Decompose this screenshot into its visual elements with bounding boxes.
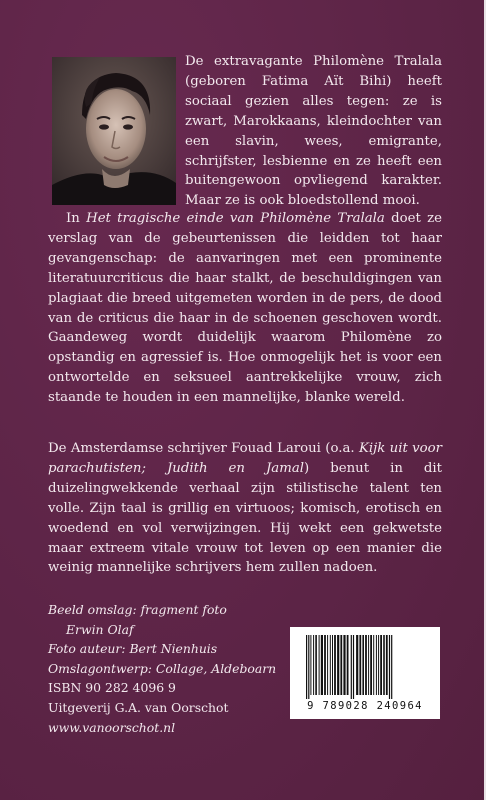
barcode-bar (383, 635, 385, 695)
barcode-bar (378, 635, 379, 695)
credit-cover-artist: Erwin Olaf (66, 621, 134, 637)
barcode-bar (340, 635, 342, 695)
barcode-bar (362, 635, 364, 695)
book-title: Het tragische einde van Philomène Tralala (86, 211, 385, 226)
plot-text: doet ze verslag van de gebeurtenissen die leidden tot haar gevangenschap: de aanvaringen met een prominente literatuurcriticus die haar stalkt, de beschuldigingen van plagiaat die breed uitgemeten worden in de pers, de dood van de criticus die haar in de schoenen geschoven wordt. Gaandeweg wordt duidelijk waarom Philomène zo opstandig en agressief is. Hoe onmogelijk het is voor een ontwortelde en seksueel aantrekkelijke vrouw, zich staande te houden in een mannelijke, blanke wereld. (48, 211, 442, 406)
barcode-bar (370, 635, 372, 695)
credits-block (48, 600, 278, 737)
barcode-bar (324, 635, 326, 695)
barcode-bar (319, 635, 320, 695)
author-photo (52, 57, 176, 205)
credit-author-photo: Foto auteur: Bert Nienhuis (48, 641, 218, 657)
barcode-bar (353, 635, 354, 699)
author-text: ) benut in dit duizelingwekkende verhaal zijn stilistische talent ten volle. Zijn taal is grillig en virtuoos; komisch, erotisch en woedend en vol verwijzingen. Hij wekt een gekwetste maar extreem vitale vrouw tot leven op een manier die weinig mannelijke schrijvers hem zullen nadoen. (48, 460, 442, 576)
barcode-bar (386, 635, 388, 695)
barcode-bar (365, 635, 367, 695)
barcode-bar (334, 635, 336, 695)
barcode-bar (351, 635, 352, 699)
intro-paragraph (185, 52, 442, 211)
intro-text: De extravagante Philomène Tralala (geboren Fatima Aït Bihi) heeft sociaal gezien alles tegen: ze is zwart, Marokkaans, kleindochter van een slavin, wees, emigrante, schrijfster, lesbienne en ze heeft een buitengewoon opvliegend karakter. Maar ze is ook bloedstollend mooi. (185, 54, 442, 209)
plot-lead: In (66, 211, 87, 226)
barcode-bar (343, 635, 345, 695)
barcode-bar (310, 635, 311, 695)
barcode-bar (368, 635, 369, 695)
barcode-bar (332, 635, 333, 695)
barcode-bar (359, 635, 361, 695)
barcode-bar (347, 635, 349, 695)
barcode-bar (389, 635, 390, 699)
isbn: ISBN 90 282 4096 9 (48, 680, 176, 696)
barcode-bar (337, 635, 339, 695)
barcode-bar (330, 635, 331, 695)
publisher: Uitgeverij G.A. van Oorschot (48, 699, 229, 715)
other-works: Kijk uit voor parachutisten; Judith en Jamal (48, 441, 442, 476)
author-lead: De Amsterdamse schrijver Fouad Laroui (o.a. (48, 441, 359, 456)
plot-paragraph (48, 209, 442, 408)
barcode-bar (315, 635, 317, 695)
credit-cover-design: Omslagontwerp: Collage, Aldeboarn (48, 660, 277, 676)
barcode-bar (321, 635, 323, 695)
barcode-bar (391, 635, 392, 699)
barcode-bar (373, 635, 374, 695)
barcode-bar (308, 635, 309, 699)
author-paragraph (48, 439, 442, 578)
barcode-bar (356, 635, 358, 695)
barcode (290, 627, 440, 719)
barcode-number: 9 789028 240964 (307, 700, 423, 712)
website-link[interactable]: www.vanoorschot.nl (48, 719, 176, 735)
credit-cover-image: Beeld omslag: fragment foto (48, 602, 227, 617)
barcode-bar (380, 635, 382, 695)
barcode-bar (306, 635, 307, 699)
barcode-bar (376, 635, 377, 695)
barcode-bar (327, 635, 328, 695)
barcode-bar (313, 635, 314, 695)
